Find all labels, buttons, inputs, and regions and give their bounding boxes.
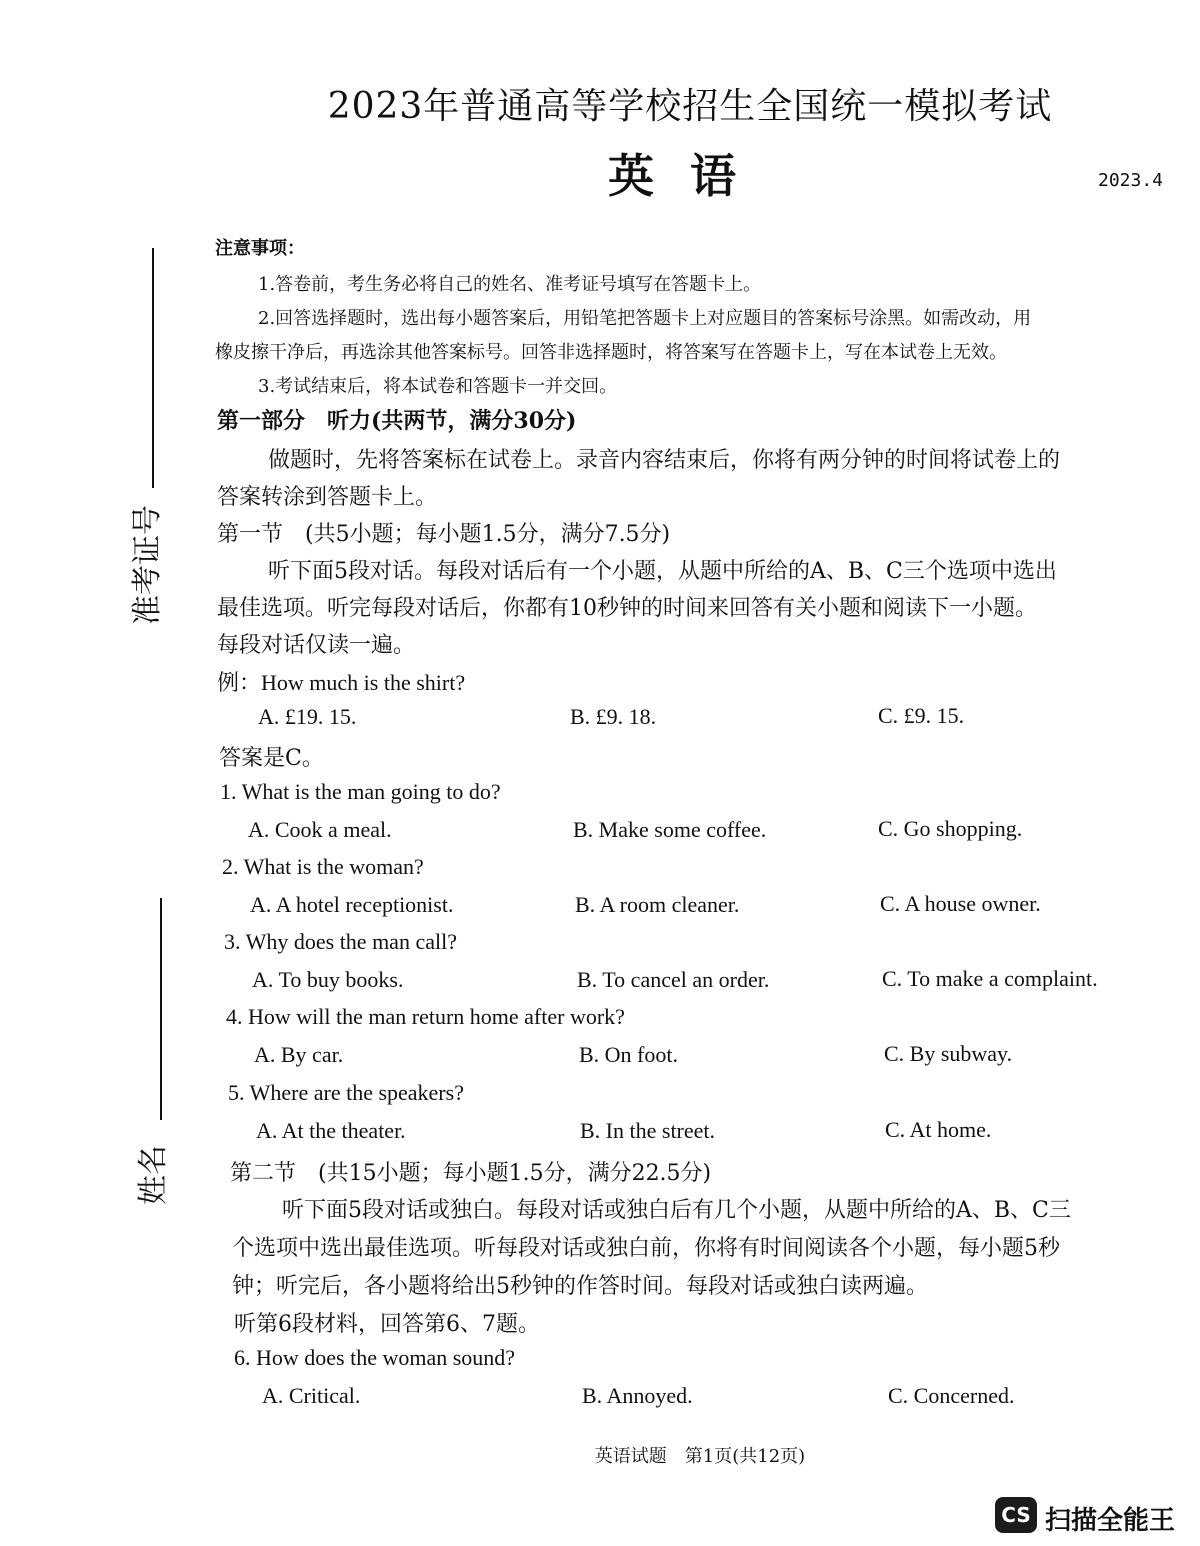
question-4-option-c: C. By subway. (884, 1041, 1013, 1066)
question-6: 6. How does the woman sound? (234, 1345, 516, 1370)
question-1-option-c: C. Go shopping. (878, 816, 1023, 841)
section-2-intro-line-2: 个选项中选出最佳选项。听每段对话或独白前，你将有时间阅读各个小题，每小题5秒 (232, 1236, 1060, 1261)
example-answer: 答案是C。 (219, 746, 324, 771)
camscanner-logo-icon: CS (995, 1497, 1037, 1533)
section-2-intro-line-1: 听下面5段对话或独白。每段对话或独白后有几个小题，从题中所给的A、B、C三 (282, 1198, 1071, 1223)
section-1-intro-line-1: 听下面5段对话。每段对话后有一个小题，从题中所给的A、B、C三个选项中选出 (268, 559, 1057, 584)
question-6-option-a: A. Critical. (262, 1383, 361, 1408)
notice-heading: 注意事项： (215, 238, 305, 259)
question-4-option-b: B. On foot. (579, 1042, 678, 1067)
question-2-option-c: C. A house owner. (880, 891, 1041, 916)
notice-item-3: 3.考试结束后，将本试卷和答题卡一并交回。 (258, 376, 618, 397)
section-1-intro-line-3: 每段对话仅读一遍。 (217, 633, 416, 658)
question-2: 2. What is the woman? (222, 854, 424, 879)
question-4-option-a: A. By car. (254, 1042, 344, 1067)
exam-title: 2023年普通高等学校招生全国统一模拟考试 (327, 86, 1053, 127)
section-1-heading: 第一节 (共5小题；每小题1.5分，满分7.5分) (217, 522, 671, 547)
question-6-option-b: B. Annoyed. (582, 1383, 693, 1408)
page-footer: 英语试题 第1页(共12页) (594, 1446, 806, 1467)
question-5-option-b: B. In the street. (580, 1118, 716, 1143)
part-1-heading: 第一部分 听力(共两节，满分30分) (217, 408, 577, 434)
question-3: 3. Why does the man call? (224, 929, 457, 954)
question-1-option-a: A. Cook a meal. (248, 817, 392, 842)
example-option-c: C. £9. 15. (878, 703, 965, 728)
question-6-option-c: C. Concerned. (888, 1383, 1015, 1408)
question-1-option-b: B. Make some coffee. (573, 817, 767, 842)
section-2-intro-line-3: 钟；听完后，各小题将给出5秒钟的作答时间。每段对话或独白读两遍。 (232, 1274, 928, 1299)
part-1-intro-line-1: 做题时，先将答案标在试卷上。录音内容结束后，你将有两分钟的时间将试卷上的 (268, 448, 1061, 473)
section-2-heading: 第二节 (共15小题；每小题1.5分，满分22.5分) (230, 1161, 712, 1186)
question-5-option-c: C. At home. (885, 1117, 992, 1142)
notice-item-2-line-1: 2.回答选择题时，选出每小题答案后，用铅笔把答题卡上对应题目的答案标号涂黑。如需改动，用 (258, 308, 1032, 329)
material-6-instruction: 听第6段材料，回答第6、7题。 (234, 1312, 540, 1337)
name-line (160, 898, 162, 1120)
question-3-option-a: A. To buy books. (252, 967, 404, 992)
example-question: 例：How much is the shirt? (217, 670, 466, 695)
question-3-option-b: B. To cancel an order. (577, 967, 770, 992)
exam-date: 2023.4 (1098, 170, 1164, 191)
example-option-b: B. £9. 18. (570, 704, 657, 729)
question-3-option-c: C. To make a complaint. (882, 966, 1098, 991)
notice-item-2-line-2: 橡皮擦干净后，再选涂其他答案标号。回答非选择题时，将答案写在答题卡上，写在本试卷上无效。 (215, 342, 1007, 363)
name-label: 姓名 (136, 1145, 171, 1205)
ticket-number-label: 准考证号 (130, 505, 165, 625)
subject-title: 英语 (608, 149, 772, 203)
notice-item-1: 1.答卷前，考生务必将自己的姓名、准考证号填写在答题卡上。 (258, 274, 762, 295)
question-1: 1. What is the man going to do? (220, 779, 501, 804)
ticket-number-line (152, 248, 154, 488)
camscanner-watermark-text: 扫描全能王 (1045, 1506, 1176, 1536)
question-4: 4. How will the man return home after work? (226, 1004, 625, 1029)
question-2-option-b: B. A room cleaner. (575, 892, 740, 917)
question-5-option-a: A. At the theater. (256, 1118, 406, 1143)
section-1-intro-line-2: 最佳选项。听完每段对话后，你都有10秒钟的时间来回答有关小题和阅读下一小题。 (217, 596, 1037, 621)
example-option-a: A. £19. 15. (258, 704, 357, 729)
question-5: 5. Where are the speakers? (228, 1080, 464, 1105)
part-1-intro-line-2: 答案转涂到答题卡上。 (217, 485, 438, 510)
question-2-option-a: A. A hotel receptionist. (250, 892, 454, 917)
